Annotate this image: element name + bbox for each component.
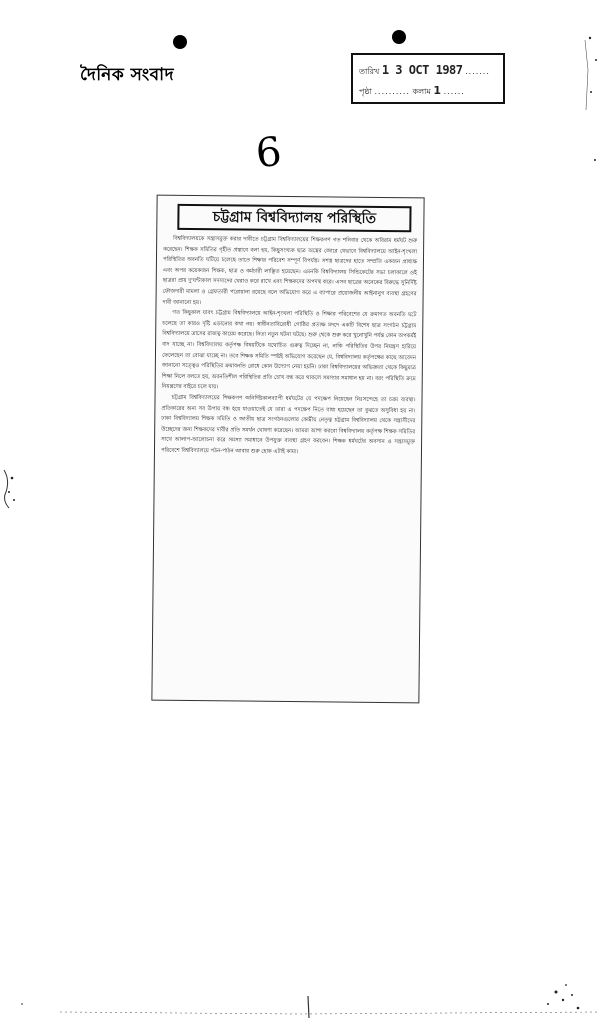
stamp-date-label: তারিখ xyxy=(359,67,380,76)
clipping-headline: চট্টগ্রাম বিশ্ববিদ্যালয় পরিস্থিতি xyxy=(177,204,411,232)
newspaper-masthead: দৈনিক সংবাদ xyxy=(80,65,174,85)
stamp-page-label: পৃষ্ঠা xyxy=(359,87,372,96)
stamp-page-row xyxy=(359,84,497,99)
punch-hole-right xyxy=(392,30,406,44)
stamp-date-row xyxy=(359,63,497,79)
stamp-date-value: 1 3 OCT 1987 xyxy=(381,63,463,77)
stamp-page-dots: .......... xyxy=(374,87,410,96)
stamp-column-label: কলাম xyxy=(412,87,431,96)
handwritten-number: 6 xyxy=(253,128,284,178)
clipping-body xyxy=(158,234,417,697)
archive-date-stamp xyxy=(351,53,505,104)
clipping-paragraph: চট্টগ্রাম বিশ্ববিদ্যালয়ের শিক্ষকগণ অনির্দিষ্টকালব্যাপী ধর্মঘটের যে পদক্ষেপ নিয়েছেন নিঃসন্দেহে তা চরম ব্যবস্থা। প্রতিকারের অন্য সব উপায় বন্ধ হয়ে যাওয়াতেই যে তারা এ পদক্ষেপ নিতে বাধ্য হয়েছেন তা বুঝতে অসুবিধা হয় না। ঢাকা বিশ্ববিদ্যালয় শিক্ষক সমিতি ও জাতীয় ছাত্র সংগঠনগুলোর কেন্দ্রীয় নেতৃত্ব চট্টগ্রাম বিশ্ববিদ্যালয় থেকে সন্ত্রাসীদের উচ্ছেদের জন্য শিক্ষকদের দাবীর প্রতি সমর্থন ঘোষণা করেছেন। আমরা আশা করবো বিশ্ববিদ্যালয় কর্তৃপক্ষ শিক্ষক সমিতির সাথে আলাপ-আলোচনা করে সমস্যা সমাধানে উপযুক্ত ব্যবস্থা গ্রহণ করবেন। শিক্ষক ধর্মঘটের অবসান ও সন্ত্রাসমুক্ত পরিবেশে বিশ্ববিদ্যালয়ে পঠন-পাঠন আবার শুরু হোক এটাই কাম্য। xyxy=(160,394,416,455)
newspaper-clipping xyxy=(151,195,424,704)
stamp-column-dots: ...... xyxy=(443,87,465,96)
clipping-paragraph: বিশ্ববিদ্যালয়কে সন্ত্রাসমুক্ত করার দাবীতে চট্টগ্রাম বিশ্ববিদ্যালয়ের শিক্ষকগণ গত শনিবার থেকে অবিরাম ধর্মঘট শুরু করেছেন। শিক্ষক সমিতির গৃহীত প্রস্তাবে বলা হয়, কিছুসংখ্যক ছাত্র অস্ত্রের জোরে যেভাবে বিশ্ববিদ্যালয়ে আইন-শৃংখলা পরিস্থিতির অবনতি ঘটিয়ে চলেছে তাতে শিক্ষার পরিবেশ সম্পূর্ণ বিপর্যস্ত। সশস্ত্র ছাত্রদের হাতে সম্প্রতি একজন প্রাধ্যক্ষ এবং অপর কয়েকজন শিক্ষক, ছাত্র ও কর্মচারী লাঞ্ছিত হয়েছেন। এমনকি বিশ্ববিদ্যালয় সিন্ডিকেটের সভা চলাকালে ওই ছাত্ররা প্রায় দু'ঘন্টাকাল সদস্যদের ঘেরাও করে রাখে এবং শিক্ষকদের অপদস্থ করে। এসব ছাত্রের অনেকের বিরুদ্ধে সুনির্দিষ্ট ফৌজদারী মামলা ও গ্রেফতারী পরোয়ানা রয়েছে বলে অভিযোগ করে এ ব্যাপারে প্রয়োজনীয় আইনানুগ ব্যবস্থা গ্রহণের দাবী জানানো হয়। xyxy=(162,235,418,306)
stamp-date-dots: ....... xyxy=(465,67,490,76)
punch-hole-left xyxy=(173,35,187,49)
stamp-column-value: 1 xyxy=(433,84,442,97)
clipping-paragraph: গত কিছুকাল যাবৎ চট্টগ্রাম বিশ্ববিদ্যালয়ে আইন-শৃংখলা পরিস্থিতি ও শিক্ষার পরিবেশের যে ক্রমাগত অবনতি ঘটে চলেছে তা কারও দৃষ্টি এড়ানোর কথা নয়। স্বাধীনতাবিরোধী গোষ্ঠির প্রত্যক্ষ মদদে একটি বিশেষ ছাত্র সংগঠন চট্টগ্রাম বিশ্ববিদ্যালয়ে ত্রাসের রাজত্ব কায়েম করেছে। নিত্য নতুন ঘটনা ঘটছে। শুরু থেকে শুরু করে খুনোখুনি পর্যন্ত কোন অপকর্মই বাদ যাচ্ছে না। বিশ্ববিদ্যালয় কর্তৃপক্ষ বিষয়টিকে যথোচিত গুরুত্ব দিচ্ছেন না, নাকি পরিস্থিতির উপর নিয়ন্ত্রণ হারিয়ে ফেলেছেন তা বোঝা যাচ্ছে না। তবে শিক্ষক সমিতি স্পষ্টই অভিযোগ করেছেন যে, বিশ্ববিদ্যালয় কর্তৃপক্ষের কাছে আবেদন জানানো সত্ত্বেও পরিস্থিতির ক্রমাবনতি রোধে কোন উদ্যোগ নেয়া হয়নি। ঢাকা বিশ্ববিদ্যালয়ের অভিজ্ঞতা থেকে কিছুমাত্র শিক্ষা নিলে বলতে হয়, অবনতিশীল পরিস্থিতির প্রতি চোখ বন্ধ করে থাকলে সমস্যার সমাধান হয় না। বরং পরিস্থিতি ক্রমে নিয়ন্ত্রণের বাইরে চলে যায়। xyxy=(161,309,417,391)
